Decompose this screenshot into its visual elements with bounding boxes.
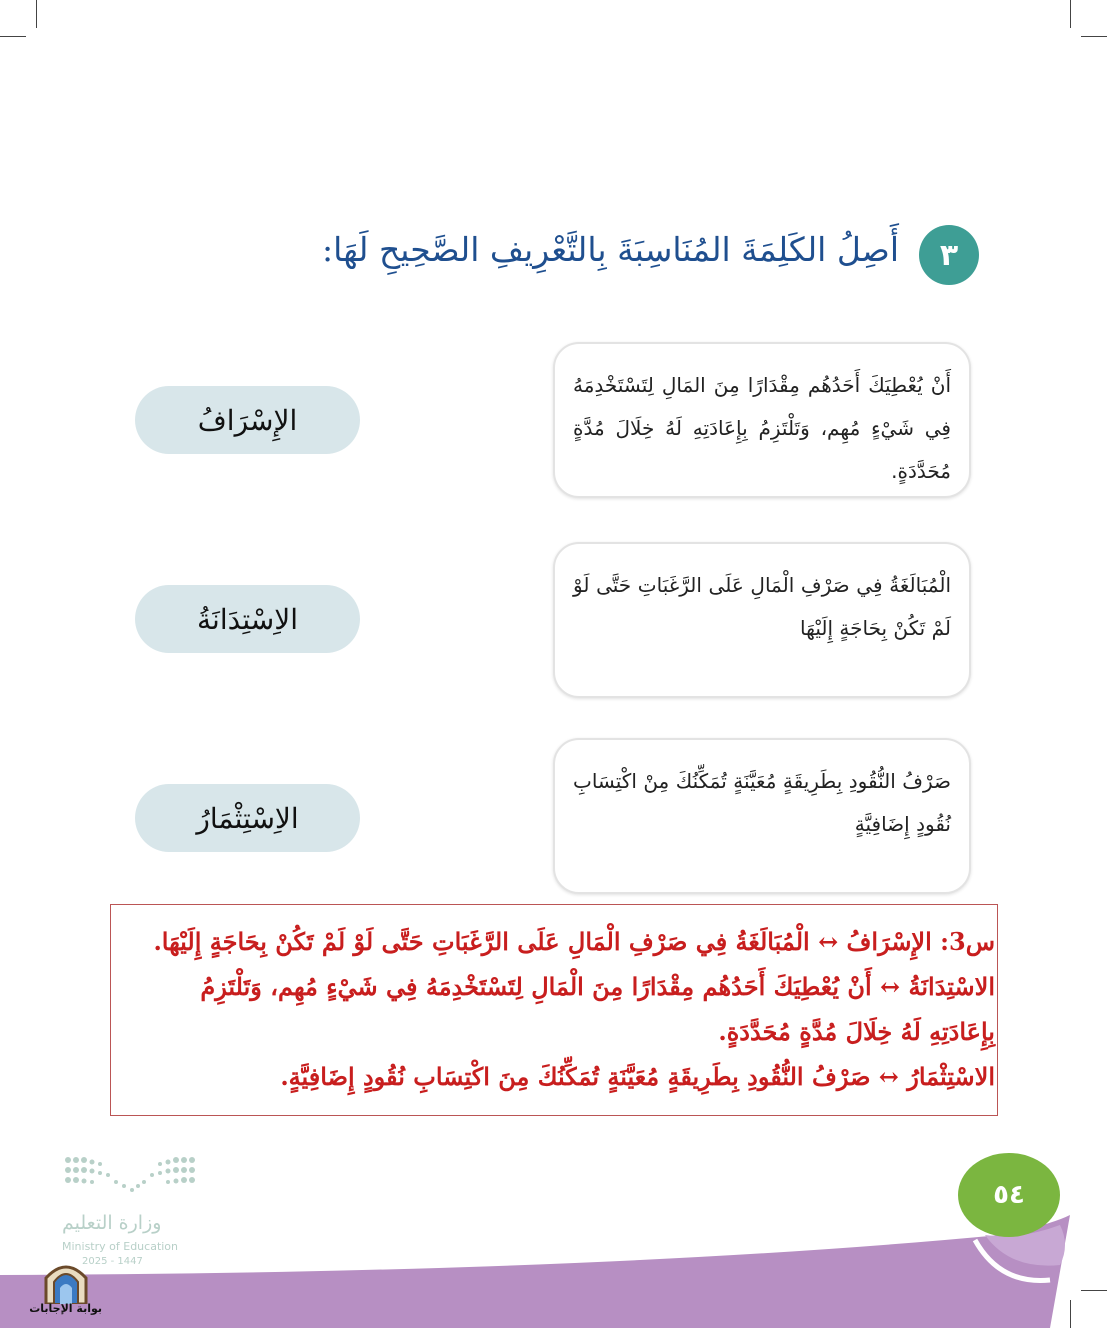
- definition-box-1[interactable]: [553, 342, 971, 498]
- answer-line-2: الاسْتِدَانَةُ ↔ أَنْ يُعْطِيَكَ أَحَدُهُم مِقْدَارًا مِنَ الْمَالِ لِتَسْتَخْدِمَهُ فِي شَيْءٍ مُهِم، وَتَلْتَزِمُ: [200, 972, 995, 1001]
- answer-line-3: بِإِعَادَتِهِ لَهُ خِلَالَ مُدَّةٍ مُحَدَّدَةٍ.: [718, 1017, 995, 1046]
- answer-line-1: س3: الإِسْرَافُ ↔ الْمُبَالَغَةُ فِي صَرْفِ الْمَالِ عَلَى الرَّغَبَاتِ حَتَّى لَوْ لَمْ تَكُنْ بِحَاجَةٍ إِلَيْهَا.: [153, 927, 995, 956]
- word-label: الإِسْرَافُ: [197, 403, 298, 437]
- watermark-logo: [30, 1258, 102, 1320]
- ministry-dots-icon: [60, 1154, 200, 1198]
- crop-mark: [1081, 36, 1107, 37]
- page-number-badge: [958, 1153, 1060, 1237]
- page-number: ٥٤: [993, 1180, 1025, 1210]
- watermark-text: بوابة الإجابات: [29, 1302, 102, 1315]
- crop-mark: [0, 36, 26, 37]
- word-pill-israf[interactable]: [135, 386, 360, 454]
- answer-box: [110, 904, 998, 1116]
- ministry-name-en: Ministry of Education: [62, 1240, 179, 1253]
- definition-text: الْمُبَالَغَةُ فِي صَرْفِ الْمَالِ عَلَى الرَّغَبَاتِ حَتَّى لَوْ لَمْ تَكُنْ بِحَاجَةٍ إِلَيْهَا: [573, 573, 951, 640]
- ministry-year: 2025 - 1447: [82, 1256, 143, 1267]
- word-label: الاِسْتِثْمَارُ: [196, 801, 299, 835]
- crop-mark: [1070, 0, 1071, 28]
- word-label: الاِسْتِدَانَةُ: [197, 602, 298, 636]
- definition-box-2[interactable]: [553, 542, 971, 698]
- crop-mark: [36, 0, 37, 28]
- question-text: أَصِلُ الكَلِمَةَ المُنَاسِبَةَ بِالتَّعْرِيفِ الصَّحِيحِ لَهَا:: [322, 230, 899, 269]
- word-pill-istithmar[interactable]: [135, 784, 360, 852]
- mosque-gate-icon: [30, 1258, 102, 1304]
- question-number-badge: ٣: [919, 225, 979, 285]
- definition-box-3[interactable]: [553, 738, 971, 894]
- answer-line-4: الاسْتِثْمَارُ ↔ صَرْفُ النُّقُودِ بِطَرِيقَةٍ مُعَيَّنَةٍ تُمَكِّنُكَ مِنَ اكْتِسَابِ نُقُودٍ إِضَافِيَّةٍ.: [280, 1062, 995, 1091]
- question-heading: [322, 222, 977, 286]
- definition-text: صَرْفُ النُّقُودِ بِطَرِيقَةٍ مُعَيَّنَةٍ تُمَكِّنُكَ مِنْ اكْتِسَابِ نُقُودٍ إِضَافِيَّةٍ: [573, 769, 951, 836]
- ministry-name-ar: وزارة التعليم: [62, 1212, 162, 1234]
- definition-text: أَنْ يُعْطِيَكَ أَحَدُهُم مِقْدَارًا مِنَ المَالِ لِتَسْتَخْدِمَهُ فِي شَيْءٍ مُهِم، وَتَلْتَزِمُ بِإِعَادَتِهِ لَهُ خِلَالَ مُدَّةٍ مُحَدَّدَةٍ.: [573, 373, 951, 483]
- ministry-logo: [58, 1150, 208, 1270]
- word-pill-istidana[interactable]: [135, 585, 360, 653]
